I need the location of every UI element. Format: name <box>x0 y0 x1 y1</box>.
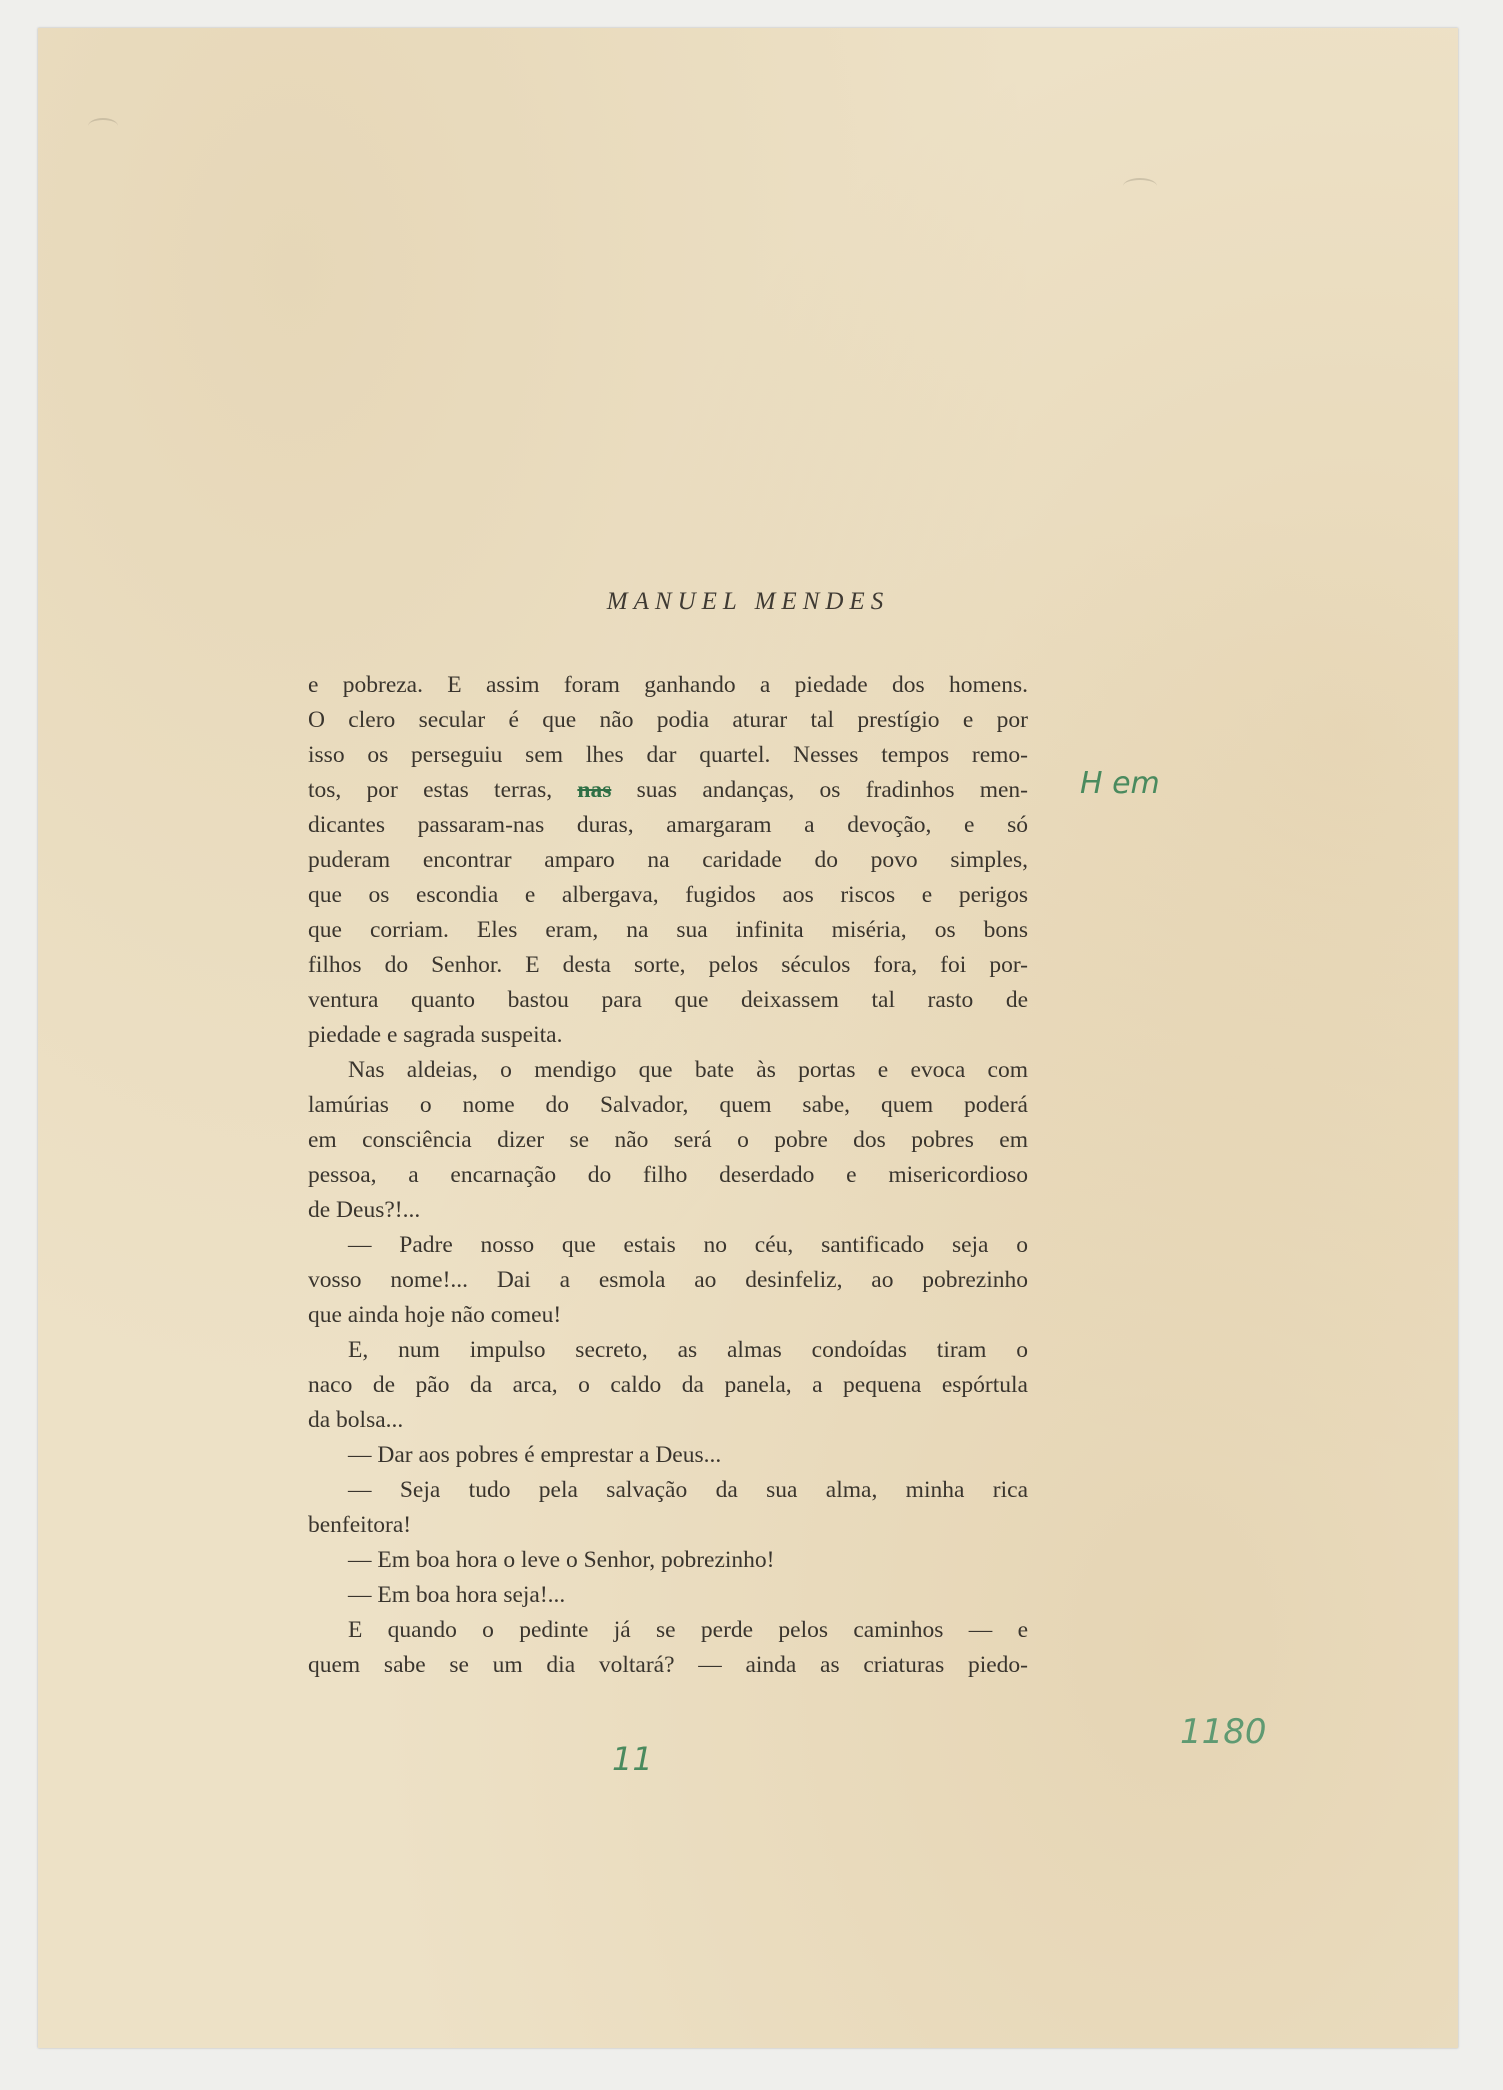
text-line: que corriam. Eles eram, na sua infinita miséria, os bons <box>308 917 1028 943</box>
text-fragment: tos, por estas terras, <box>308 777 578 803</box>
paper-blemish <box>88 118 118 134</box>
text-line: — Dar aos pobres é emprestar a Deus... <box>348 1442 722 1468</box>
text-line: filhos do Senhor. E desta sorte, pelos séculos fora, foi por- <box>308 952 1028 978</box>
text-line: que os escondia e albergava, fugidos aos riscos e perigos <box>308 882 1028 908</box>
struck-word: nas <box>577 777 612 803</box>
text-line: da bolsa... <box>308 1407 404 1433</box>
running-head: MANUEL MENDES <box>606 588 890 615</box>
text-line: E, num impulso secreto, as almas condoídas tiram o <box>348 1337 1028 1363</box>
text-line: e pobreza. E assim foram ganhando a piedade dos homens. <box>308 672 1028 698</box>
text-line-with-correction <box>308 773 1028 808</box>
body-text <box>308 668 1028 1683</box>
page-number: 11 <box>612 1740 653 1778</box>
text-line: — Padre nosso que estais no céu, santificado seja o <box>348 1232 1028 1258</box>
text-line: — Em boa hora seja!... <box>348 1582 566 1608</box>
text-line: ventura quanto bastou para que deixassem tal rasto de <box>308 987 1028 1013</box>
text-line: benfeitora! <box>308 1512 412 1538</box>
text-line: — Em boa hora o leve o Senhor, pobrezinho! <box>348 1547 775 1573</box>
text-line: isso os perseguiu sem lhes dar quartel. Nesses tempos remo- <box>308 742 1028 768</box>
text-line: O clero secular é que não podia aturar tal prestígio e por <box>308 707 1028 733</box>
text-line: puderam encontrar amparo na caridade do povo simples, <box>308 847 1028 873</box>
text-line: naco de pão da arca, o caldo da panela, a pequena espórtula <box>308 1372 1028 1398</box>
text-line: — Seja tudo pela salvação da sua alma, minha rica <box>348 1477 1028 1503</box>
margin-note: H em <box>1080 766 1160 801</box>
text-line: pessoa, a encarnação do filho deserdado e misericordioso <box>308 1162 1028 1188</box>
archive-number: 1180 <box>1180 1712 1267 1752</box>
text-line: E quando o pedinte já se perde pelos caminhos — e <box>348 1617 1028 1643</box>
text-line: lamúrias o nome do Salvador, quem sabe, quem poderá <box>308 1092 1028 1118</box>
text-line: Nas aldeias, o mendigo que bate às portas e evoca com <box>348 1057 1028 1083</box>
text-line: de Deus?!... <box>308 1197 421 1223</box>
text-line: que ainda hoje não comeu! <box>308 1302 562 1328</box>
text-line: dicantes passaram-nas duras, amargaram a devoção, e só <box>308 812 1028 838</box>
text-line: vosso nome!... Dai a esmola ao desinfeliz, ao pobrezinho <box>308 1267 1028 1293</box>
paper-blemish <box>1123 178 1157 194</box>
text-line: piedade e sagrada suspeita. <box>308 1022 563 1048</box>
text-line: quem sabe se um dia voltará? — ainda as criaturas piedo- <box>308 1652 1028 1678</box>
text-line: em consciência dizer se não será o pobre dos pobres em <box>308 1127 1028 1153</box>
text-fragment: suas andanças, os fradinhos men- <box>611 777 1028 803</box>
